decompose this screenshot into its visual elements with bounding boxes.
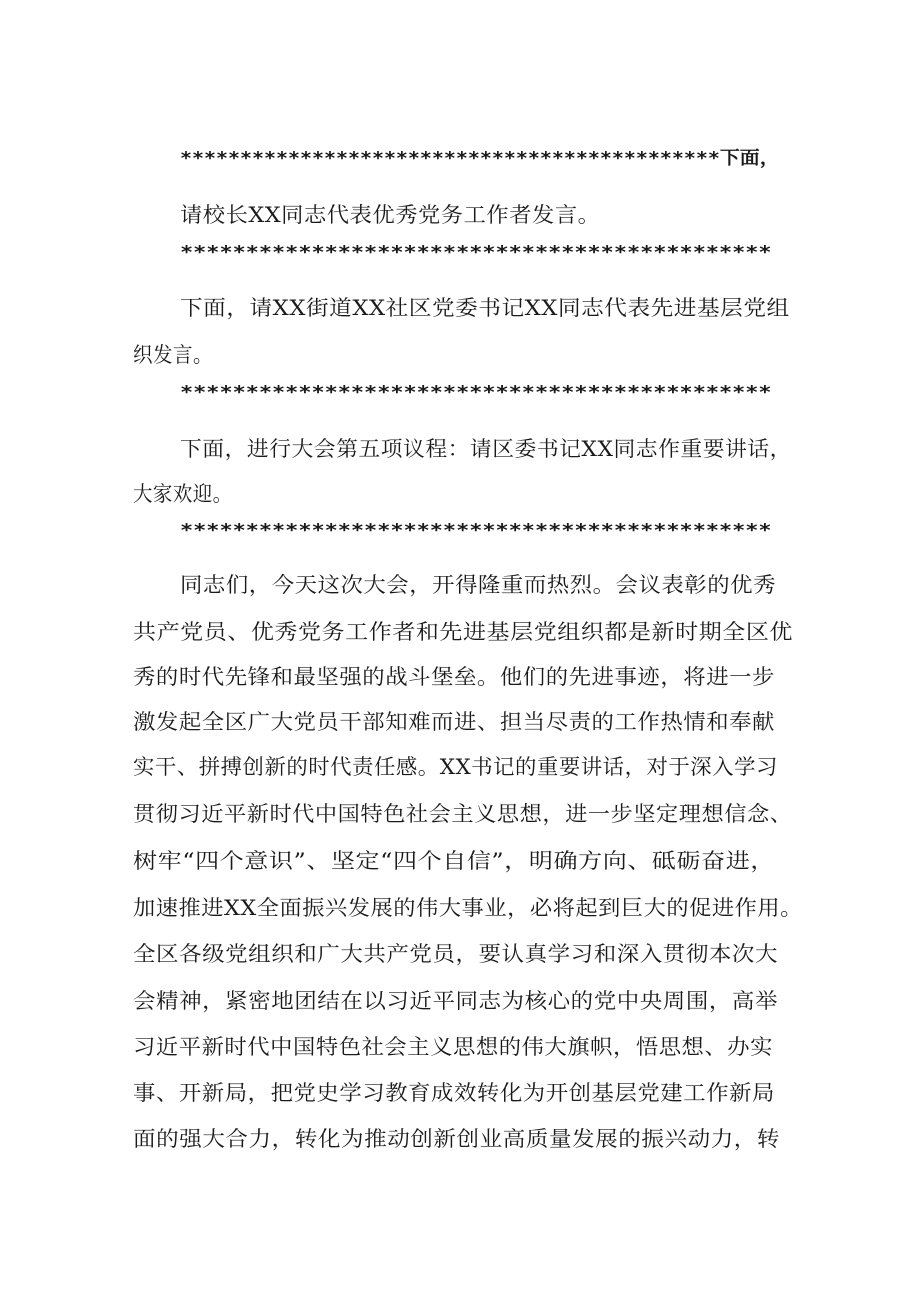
text-line: 面的强大合力，转化为推动创新创业高质量发展的振兴动力，转 [133,1127,781,1151]
text-line: 会精神，紧密地团结在以习近平同志为核心的党中央周围，高举 [133,989,778,1013]
text-line: 加速推进XX全面振兴发展的伟大事业，必将起到巨大的促进作用。 [133,896,803,920]
text-line: 请校长XX同志代表优秀党务工作者发言。 [180,203,601,227]
separator-line: ********************************************* [180,520,772,541]
text-line: 同志们，今天这次大会，开得隆重而热烈。会议表彰的优秀 [180,573,777,597]
text-line: 织发言。 [133,343,213,367]
separator-line: *********************************************下面， [180,148,780,169]
text-line: 全区各级党组织和广大共产党员，要认真学习和深入贯彻本次大 [133,942,778,966]
text-line: 树牢“四个意识”、坚定“四个自信”，明确方向、砥砺奋进， [133,849,775,873]
text-line: 习近平新时代中国特色社会主义思想的伟大旗帜，悟思想、办实 [133,1035,773,1059]
text-line: 贯彻习近平新时代中国特色社会主义思想，进一步坚定理想信念、 [133,802,793,826]
separator-line: ********************************************* [180,242,772,263]
text-line: 下面，进行大会第五项议程：请区委书记XX同志作重要讲话， [180,437,792,461]
text-line: 实干、拼搏创新的时代责任感。XX书记的重要讲话，对于深入学习 [133,755,778,779]
text-line: 下面，请XX街道XX社区党委书记XX同志代表先进基层党组 [180,296,790,320]
text-line: 激发起全区广大党员干部知难而进、担当尽责的工作热情和奉献 [133,710,775,734]
text-line: 事、开新局，把党史学习教育成效转化为开创基层党建工作新局 [133,1081,775,1105]
text-line: 秀的时代先锋和最坚强的战斗堡垒。他们的先进事迹，将进一步 [133,665,775,689]
text-line: 共产党员、优秀党务工作者和先进基层党组织都是新时期全区优 [133,620,793,644]
separator-line: ********************************************* [180,382,772,403]
text-line: 大家欢迎。 [133,482,233,506]
